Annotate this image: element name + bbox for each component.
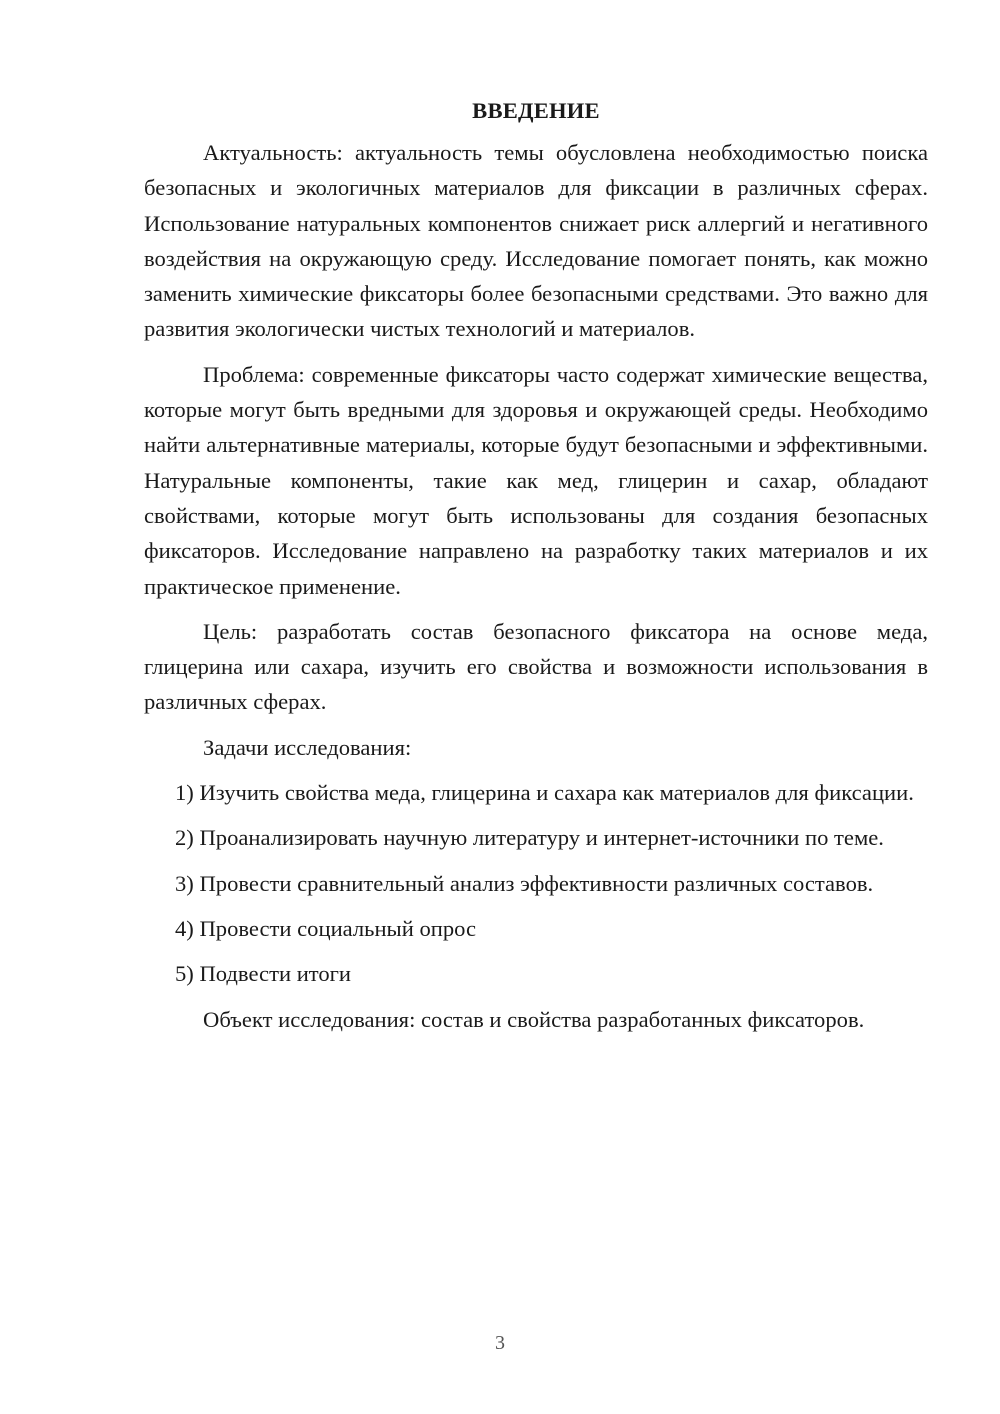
tasks-heading: Задачи исследования: [203, 734, 412, 760]
relevance-paragraph: Актуальность: актуальность темы обусловлена необходимостью поиска безопасных и экологичных материалов для фиксации в различных сферах. Использование натуральных компонентов снижает риск аллергий и негативного воздействия на окружающую среду. Исследование помогает понять, как можно заменить химические фиксаторы более безопасными средствами. Это важно для развития экологически чистых технологий и материалов. [144, 140, 928, 342]
problem-paragraph: Проблема: современные фиксаторы часто содержат химические вещества, которые могут быть вредными для здоровья и окружающей среды. Необходимо найти альтернативные материалы, которые будут безопасными и эффективными. Натуральные компоненты, такие как мед, глицерин и сахар, обладают свойствами, которые могут быть использованы для создания безопасных фиксаторов. Исследование направлено на разработку таких материалов и их практическое применение. [144, 361, 928, 599]
goal-paragraph: Цель: разработать состав безопасного фиксатора на основе меда, глицерина или сахара, изучить его свойства и возможности использования в различных сферах. [144, 618, 928, 715]
task-item: 1) Изучить свойства меда, глицерина и сахара как материалов для фиксации. [175, 780, 914, 806]
task-item: 3) Провести сравнительный анализ эффективности различных составов. [175, 870, 874, 896]
task-item: 4) Провести социальный опрос [175, 915, 477, 941]
object-paragraph: Объект исследования: состав и свойства разработанных фиксаторов. [203, 1006, 865, 1032]
page-number: 3 [495, 1332, 505, 1354]
document-body [144, 96, 928, 1047]
tasks-list [144, 775, 928, 991]
task-item: 5) Подвести итоги [175, 961, 352, 987]
task-item: 2) Проанализировать научную литературу и интернет-источники по теме. [175, 825, 884, 851]
page-title: ВВЕДЕНИЕ [472, 98, 600, 123]
